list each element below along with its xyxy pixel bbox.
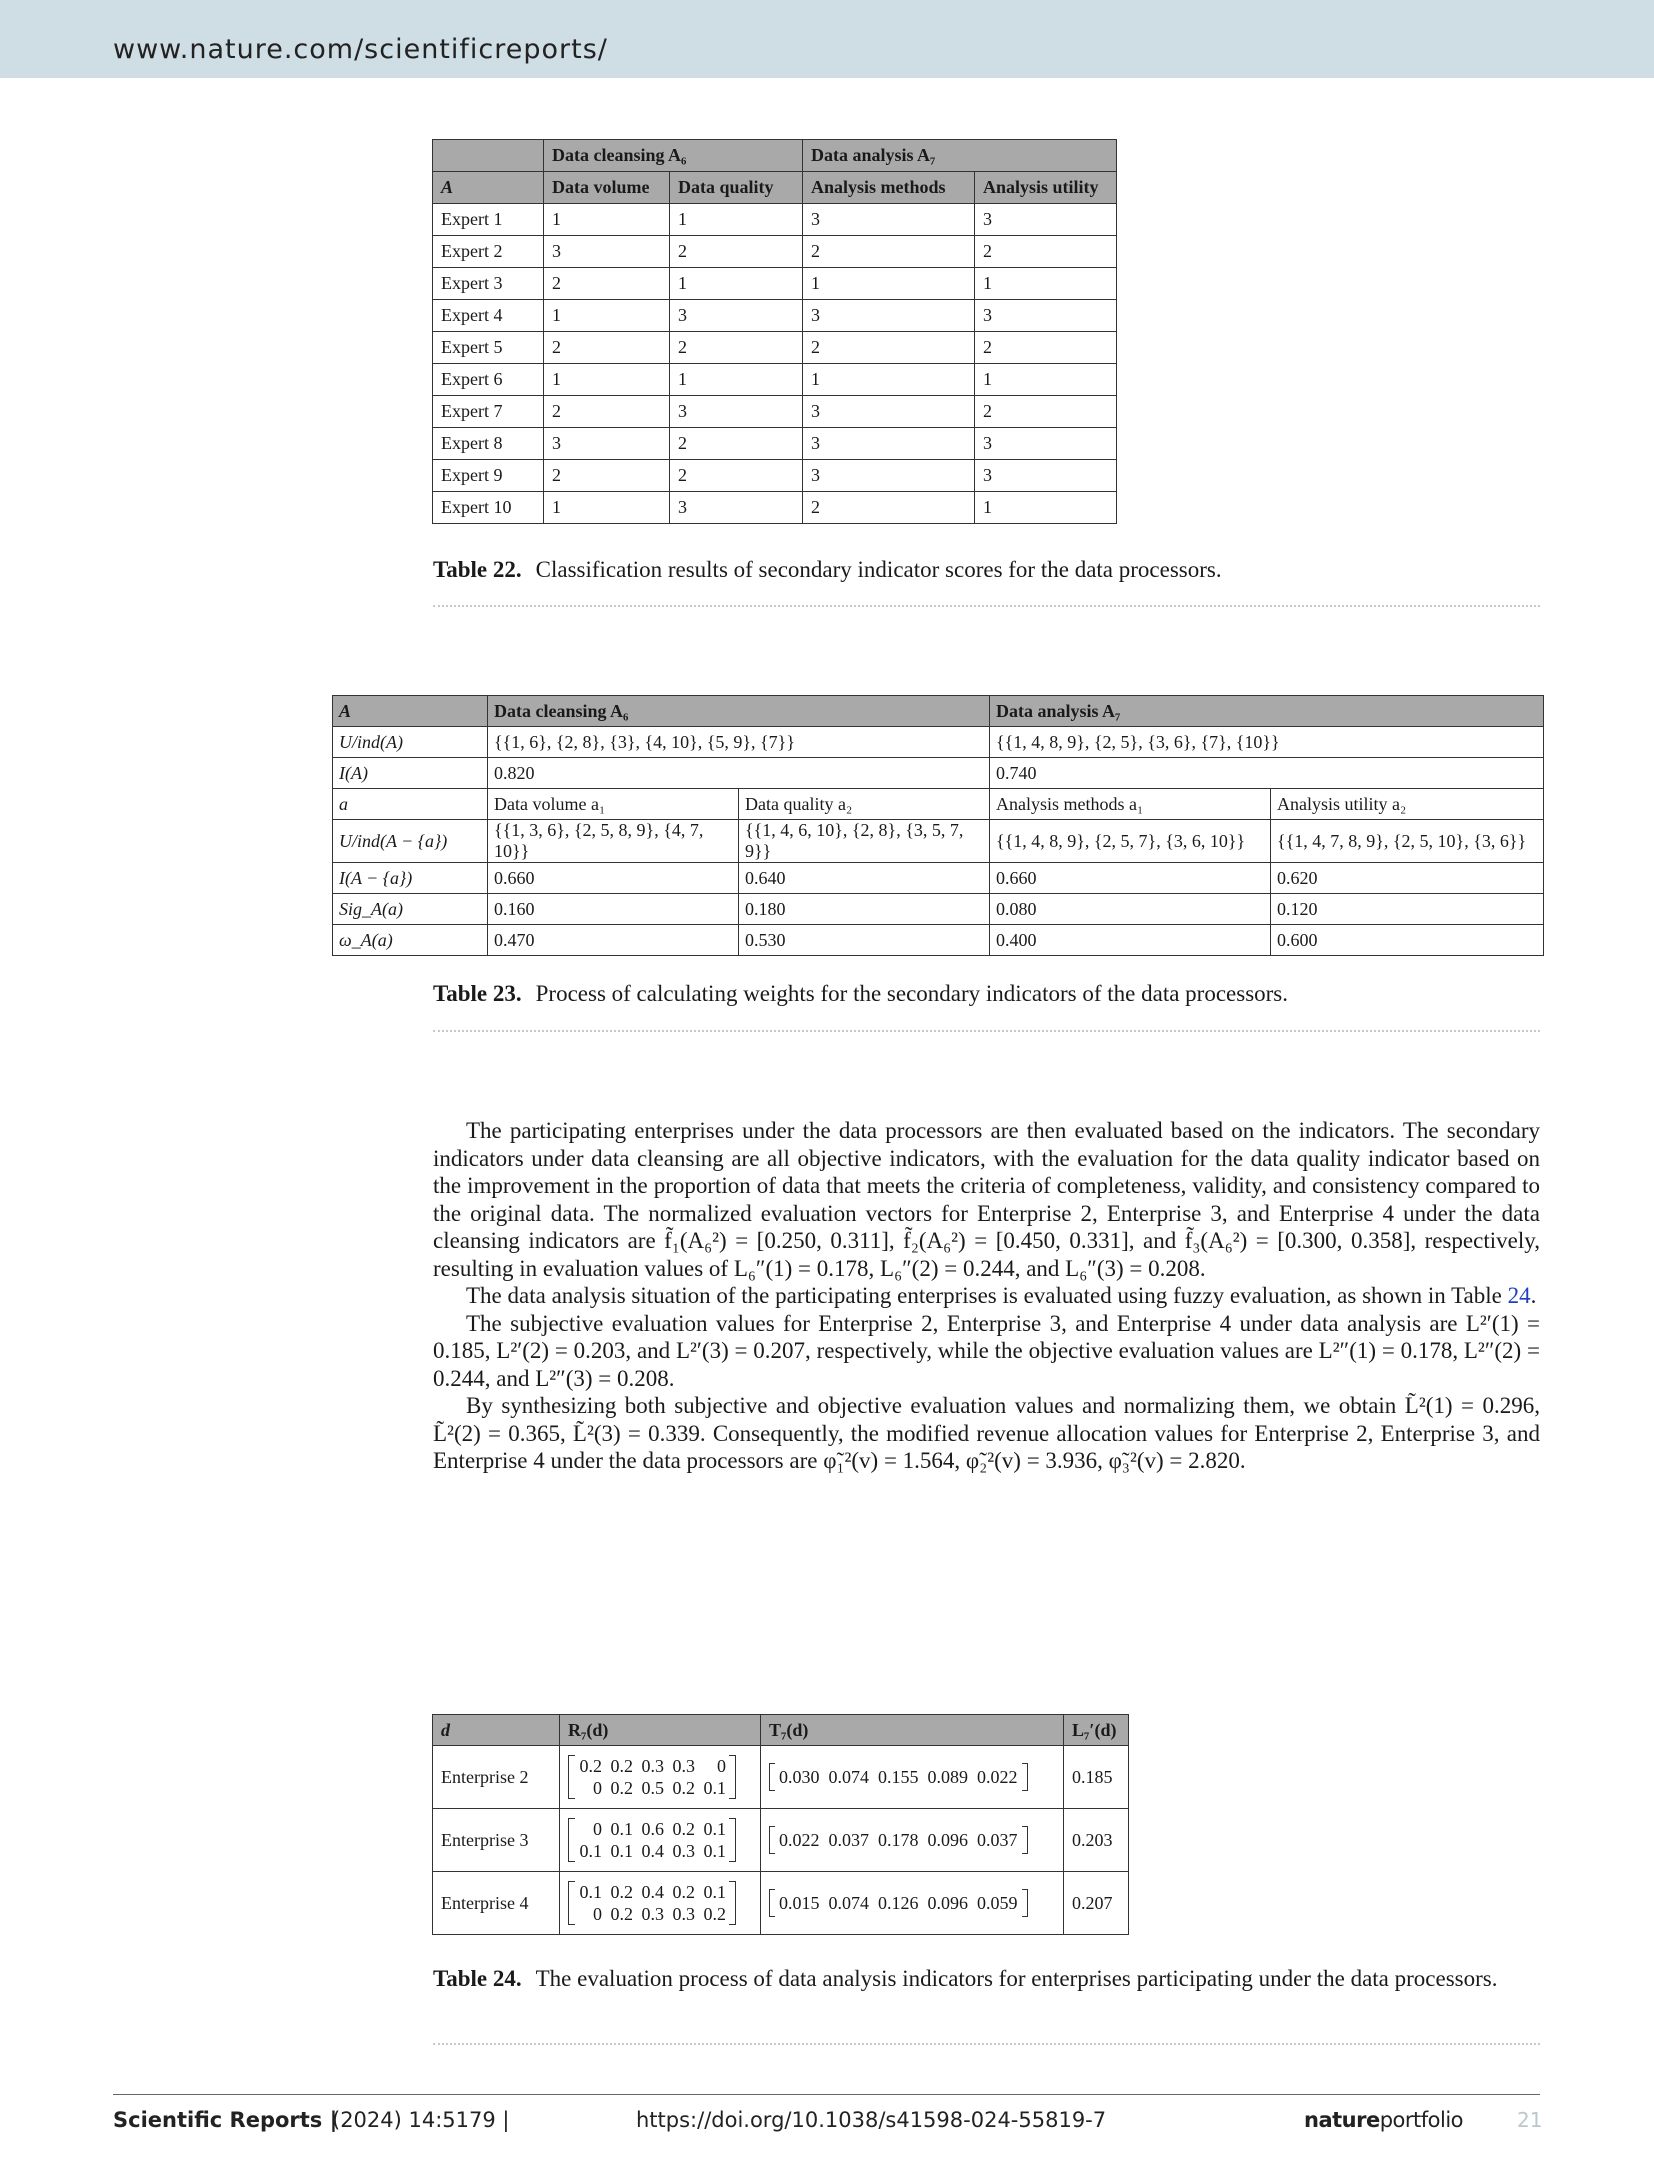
footer-journal: Scientific Reports |: [113, 2108, 338, 2132]
table-cell: 3: [544, 428, 670, 460]
vector: 0.030 0.074 0.155 0.089 0.022: [769, 1763, 1028, 1791]
matrix-row: [578, 1777, 726, 1799]
matrix-value: 0.1: [703, 1819, 726, 1839]
matrix-value: 0.3: [672, 1904, 695, 1924]
table-cell: 3: [803, 460, 975, 492]
table-22-body: [433, 204, 1117, 524]
table-cell: 0.530: [739, 925, 990, 956]
row-label: I(A): [333, 758, 488, 789]
caption-label: Table 22.: [433, 557, 522, 582]
table-header-cell: [433, 140, 544, 172]
matrix-value: 0.2: [672, 1778, 695, 1798]
table-cell: 3: [803, 428, 975, 460]
table-cell: 3: [670, 396, 803, 428]
table-header-cell: R₇(d): [560, 1715, 761, 1746]
table-cell: 0.400: [990, 925, 1271, 956]
table-cell: {{1, 4, 6, 10}, {2, 8}, {3, 5, 7, 9}}: [739, 820, 990, 863]
vector-cell: [761, 1746, 1064, 1809]
table-group-header: Data analysis A₇: [803, 140, 1117, 172]
row-label: Expert 8: [433, 428, 544, 460]
header-url[interactable]: www.nature.com/scientificreports/: [113, 34, 608, 65]
table-cell: 1: [670, 204, 803, 236]
table-cell: 3: [670, 492, 803, 524]
table-cell: 3: [803, 300, 975, 332]
table-group-header: Data analysis A₇: [990, 696, 1544, 727]
table-row: [433, 268, 1117, 300]
table-row: [433, 1746, 1129, 1809]
table-cell: 1: [544, 492, 670, 524]
table-row: [433, 204, 1117, 236]
table-cell: 2: [544, 396, 670, 428]
table-cell: 2: [975, 332, 1117, 364]
table-cell: {{1, 4, 7, 8, 9}, {2, 5, 10}, {3, 6}}: [1271, 820, 1544, 863]
table-cell: 3: [803, 396, 975, 428]
row-label: Expert 4: [433, 300, 544, 332]
footer-volume: (2024) 14:5179 |: [332, 2108, 510, 2132]
matrix: [568, 1881, 736, 1925]
paragraph: The participating enterprises under the data processors are then evaluated based on the indicators. The secondary indicators under data cleansing are all objective indicators, with the evaluation for the data quality indicator based on the improvement in the proportion of data that meets the criteria of completeness, validity, and consistency compared to the original data. The normalized evaluation vectors for Enterprise 2, Enterprise 3, and Enterprise 4 under the data cleansing indicators are f̃₁(A₆²) = [0.250, 0.311], f̃₂(A₆²) = [0.450, 0.331], and f̃₃(A₆²) = [0.300, 0.358], respectively, resulting in evaluation values of L₆″(1) = 0.178, L₆″(2) = 0.244, and L₆″(3) = 0.208.: [433, 1118, 1540, 1281]
table-cell: 3: [803, 204, 975, 236]
table-header-cell: A: [333, 696, 488, 727]
table-row: [433, 1809, 1129, 1872]
table-cell: 1: [544, 204, 670, 236]
table-row: [433, 396, 1117, 428]
dotted-divider: [433, 2043, 1540, 2045]
table-cell: 2: [670, 236, 803, 268]
matrix-value: 0.2: [610, 1882, 633, 1902]
matrix-value: 0.1: [703, 1882, 726, 1902]
matrix-value: 0.3: [641, 1904, 664, 1924]
table-row: [433, 300, 1117, 332]
matrix-value: 0.6: [641, 1819, 664, 1839]
matrix-value: 0.1: [703, 1778, 726, 1798]
vector-cell: [761, 1809, 1064, 1872]
matrix-value: 0.4: [641, 1841, 664, 1861]
table-cell: 0.660: [990, 863, 1271, 894]
matrix-value: 0: [593, 1904, 602, 1924]
table-23-caption: [433, 980, 1543, 1008]
matrix-value: 0: [593, 1819, 602, 1839]
row-label: Expert 3: [433, 268, 544, 300]
matrix-cell: [560, 1872, 761, 1935]
row-label: I(A − {a}): [333, 863, 488, 894]
table-cell: 0.203: [1064, 1809, 1129, 1872]
table-23: [332, 695, 1544, 956]
footer-doi-link[interactable]: https://doi.org/10.1038/s41598-024-55819-7: [636, 2108, 1107, 2132]
table-cell: 0.620: [1271, 863, 1544, 894]
paragraph: [433, 1282, 1540, 1310]
matrix-value: 0.2: [672, 1882, 695, 1902]
table-cell: {{1, 4, 8, 9}, {2, 5, 7}, {3, 6, 10}}: [990, 820, 1271, 863]
table-cell: 3: [975, 204, 1117, 236]
table-cell: Analysis methods a₁: [990, 789, 1271, 820]
body-text: [433, 1117, 1540, 1475]
table-22-caption: [433, 556, 1543, 584]
footer-rule: [113, 2094, 1540, 2095]
table-cell: Data volume a₁: [488, 789, 739, 820]
matrix-value: 0.3: [672, 1841, 695, 1861]
table-row: [433, 492, 1117, 524]
table-header-cell: Analysis utility: [975, 172, 1117, 204]
table-cell: 2: [803, 332, 975, 364]
vector: 0.015 0.074 0.126 0.096 0.059: [769, 1889, 1028, 1917]
table-cell: 3: [670, 300, 803, 332]
table-cell: 2: [670, 428, 803, 460]
vector-cell: [761, 1872, 1064, 1935]
table-cell: 1: [544, 364, 670, 396]
table-header-cell: Data volume: [544, 172, 670, 204]
matrix-value: 0.2: [579, 1756, 602, 1776]
table-cell: 0.185: [1064, 1746, 1129, 1809]
table-row: [433, 1872, 1129, 1935]
caption-label: Table 23.: [433, 981, 522, 1006]
table-cell: 2: [670, 332, 803, 364]
table-cell: 0.080: [990, 894, 1271, 925]
matrix: [568, 1755, 736, 1799]
matrix-value: 0.4: [641, 1882, 664, 1902]
matrix-value: 0.2: [610, 1904, 633, 1924]
paragraph-text: The data analysis situation of the participating enterprises is evaluated using fuzzy evaluation, as shown in Table: [466, 1283, 1508, 1308]
row-label: Expert 9: [433, 460, 544, 492]
row-label: Expert 7: [433, 396, 544, 428]
table-cell: 0.660: [488, 863, 739, 894]
matrix-value: 0.2: [610, 1778, 633, 1798]
matrix-value: 0.3: [641, 1756, 664, 1776]
table-row: [433, 364, 1117, 396]
table-cell: 3: [544, 236, 670, 268]
matrix-value: 0: [717, 1756, 726, 1776]
page-number: 21: [1517, 2108, 1543, 2132]
matrix-cell: [560, 1809, 761, 1872]
vector: 0.022 0.037 0.178 0.096 0.037: [769, 1826, 1028, 1854]
table-header-cell: d: [433, 1715, 560, 1746]
table-cell: 3: [975, 300, 1117, 332]
table-header-cell: Analysis methods: [803, 172, 975, 204]
table-cell: 0.600: [1271, 925, 1544, 956]
table-group-header: Data cleansing A₆: [488, 696, 990, 727]
caption-text: The evaluation process of data analysis indicators for enterprises participating under the data processors.: [535, 1966, 1498, 1991]
row-label: Enterprise 2: [433, 1746, 560, 1809]
row-label: Expert 1: [433, 204, 544, 236]
matrix-value: 0.1: [610, 1819, 633, 1839]
table-group-header: Data cleansing A₆: [544, 140, 803, 172]
matrix-row: [578, 1881, 726, 1903]
table-cell: 1: [670, 268, 803, 300]
matrix-row: [578, 1818, 726, 1840]
table-row: [433, 332, 1117, 364]
row-label: Expert 6: [433, 364, 544, 396]
table-cell: 2: [975, 236, 1117, 268]
paragraph: By synthesizing both subjective and objective evaluation values and normalizing them, we obtain L̃²(1) = 0.296, L̃²(2) = 0.365, L̃²(3) = 0.339. Consequently, the modified revenue allocation values for Enterprise 2, Enterprise 3, and Enterprise 4 under the data processors are φ̃₁²(v) = 1.564, φ̃₂²(v) = 3.936, φ̃₃²(v) = 2.820.: [433, 1393, 1540, 1473]
table-reference-link[interactable]: 24: [1507, 1283, 1531, 1308]
table-cell: 2: [670, 460, 803, 492]
table-cell: 0.740: [990, 758, 1544, 789]
table-24-caption: [433, 1965, 1543, 1993]
table-header-cell: L₇′(d): [1064, 1715, 1129, 1746]
table-cell: 2: [975, 396, 1117, 428]
row-label: ω_A(a): [333, 925, 488, 956]
row-label: U/ind(A − {a}): [333, 820, 488, 863]
paragraph: The subjective evaluation values for Enterprise 2, Enterprise 3, and Enterprise 4 under data analysis are L²′(1) = 0.185, L²′(2) = 0.203, and L²′(3) = 0.207, respectively, while the objective evaluation values are L²″(1) = 0.178, L²″(2) = 0.244, and L²″(3) = 0.208.: [433, 1310, 1540, 1391]
matrix-value: 0.1: [610, 1841, 633, 1861]
table-cell: Analysis utility a₂: [1271, 789, 1544, 820]
matrix-value: 0.2: [703, 1904, 726, 1924]
matrix-value: 0.2: [672, 1819, 695, 1839]
table-cell: 2: [544, 332, 670, 364]
table-header-cell: Data quality: [670, 172, 803, 204]
table-cell: 3: [975, 460, 1117, 492]
matrix-row: [578, 1903, 726, 1925]
dotted-divider: [433, 1030, 1540, 1032]
caption-text: Process of calculating weights for the secondary indicators of the data processors.: [535, 981, 1288, 1006]
table-cell: 3: [975, 428, 1117, 460]
matrix-cell: [560, 1746, 761, 1809]
table-header-cell: T₇(d): [761, 1715, 1064, 1746]
matrix: [568, 1818, 736, 1862]
table-cell: {{1, 3, 6}, {2, 5, 8, 9}, {4, 7, 10}}: [488, 820, 739, 863]
table-cell: {{1, 6}, {2, 8}, {3}, {4, 10}, {5, 9}, {7}}: [488, 727, 990, 758]
table-cell: 1: [975, 492, 1117, 524]
matrix-row: [578, 1840, 726, 1862]
nature-portfolio-logo: [1304, 2108, 1463, 2132]
table-cell: 0.820: [488, 758, 990, 789]
table-cell: 1: [803, 268, 975, 300]
matrix-value: 0.5: [641, 1778, 664, 1798]
matrix-value: 0.3: [672, 1756, 695, 1776]
paragraph-text: .: [1530, 1283, 1537, 1308]
table-cell: 1: [975, 364, 1117, 396]
table-cell: 1: [670, 364, 803, 396]
table-cell: 1: [544, 300, 670, 332]
logo-light: portfolio: [1379, 2108, 1464, 2132]
matrix-value: 0.1: [579, 1841, 602, 1861]
row-label: Sig_A(a): [333, 894, 488, 925]
table-header-cell: A: [433, 172, 544, 204]
table-22: [432, 139, 1117, 524]
matrix-value: 0.1: [579, 1882, 602, 1902]
table-24-body: [433, 1746, 1129, 1935]
table-cell: 0.207: [1064, 1872, 1129, 1935]
table-row: [433, 460, 1117, 492]
table-cell: {{1, 4, 8, 9}, {2, 5}, {3, 6}, {7}, {10}}: [990, 727, 1544, 758]
logo-bold: nature: [1304, 2108, 1380, 2132]
row-label: Enterprise 3: [433, 1809, 560, 1872]
table-24: [432, 1714, 1129, 1935]
table-cell: 1: [803, 364, 975, 396]
row-label: U/ind(A): [333, 727, 488, 758]
table-row: [433, 236, 1117, 268]
table-cell: 1: [975, 268, 1117, 300]
matrix-value: 0.1: [703, 1841, 726, 1861]
table-cell: 2: [803, 236, 975, 268]
table-cell: 0.640: [739, 863, 990, 894]
table-row: [433, 428, 1117, 460]
row-label: a: [333, 789, 488, 820]
caption-label: Table 24.: [433, 1966, 522, 1991]
row-label: Expert 10: [433, 492, 544, 524]
table-cell: 2: [544, 460, 670, 492]
table-cell: 2: [544, 268, 670, 300]
matrix-value: 0: [593, 1778, 602, 1798]
table-cell: 2: [803, 492, 975, 524]
table-cell: Data quality a₂: [739, 789, 990, 820]
table-cell: 0.470: [488, 925, 739, 956]
table-cell: 0.120: [1271, 894, 1544, 925]
row-label: Enterprise 4: [433, 1872, 560, 1935]
table-cell: 0.160: [488, 894, 739, 925]
dotted-divider: [433, 605, 1540, 607]
caption-text: Classification results of secondary indicator scores for the data processors.: [535, 557, 1222, 582]
matrix-value: 0.2: [610, 1756, 633, 1776]
matrix-row: [578, 1755, 726, 1777]
table-cell: 0.180: [739, 894, 990, 925]
row-label: Expert 5: [433, 332, 544, 364]
row-label: Expert 2: [433, 236, 544, 268]
